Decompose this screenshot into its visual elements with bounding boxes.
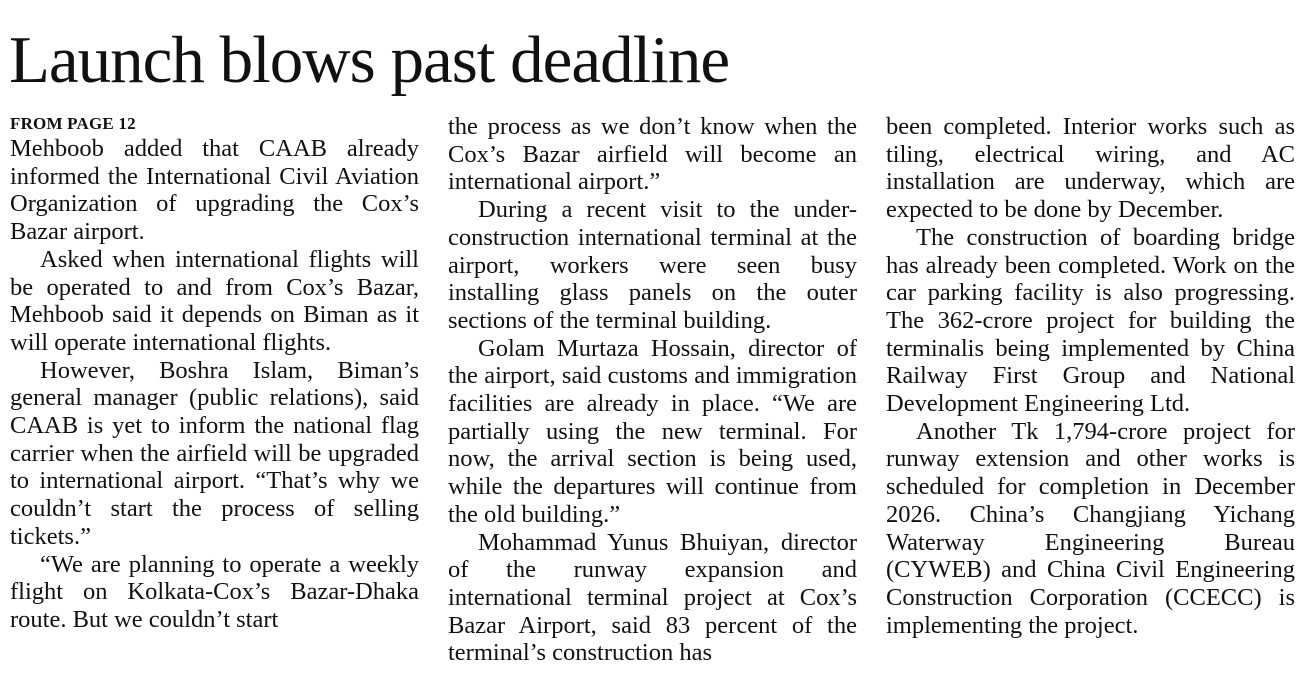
paragraph: been completed. Interior works such as tiling, electrical wiring, and AC installation are underway, which are expected to be done by December. xyxy=(886,113,1295,224)
article-column-1 xyxy=(10,113,419,634)
paragraph: Another Tk 1,794-crore project for runway extension and other works is scheduled for completion in December 2026. China’s Changjiang Yichang Waterway Engineering Bureau (CYWEB) and China Civil Engineering Construction Corporation (CCECC) is implementing the project. xyxy=(886,417,1295,639)
paragraph: Mohammad Yunus Bhuiyan, director of the runway expansion and international terminal project at Cox’s Bazar Airport, said 83 percent of the terminal’s construction has xyxy=(448,528,857,667)
article-column-3 xyxy=(886,113,1295,639)
continued-from-kicker: FROM PAGE 12 xyxy=(10,114,136,133)
headline: Launch blows past deadline xyxy=(9,23,730,97)
paragraph: Mehboob added that CAAB already informed the International Civil Aviation Organization of upgrading the Cox’s Bazar airport. xyxy=(10,135,419,246)
paragraph: The construction of boarding bridge has already been completed. Work on the car parking facility is also progressing. The 362-crore project for building the terminalis being implemented by China Railway First Group and National Development Engineering Ltd. xyxy=(886,223,1295,418)
paragraph: During a recent visit to the under-construction international terminal at the airport, workers were seen busy installing glass panels on the outer sections of the terminal building. xyxy=(448,196,857,334)
paragraph: Asked when international flights will be operated to and from Cox’s Bazar, Mehboob said it depends on Biman as it will operate international flights. xyxy=(10,245,419,356)
article-column-2 xyxy=(448,113,857,667)
paragraph: the process as we don’t know when the Cox’s Bazar airfield will become an international airport.” xyxy=(448,113,857,196)
paragraph: Golam Murtaza Hossain, director of the airport, said customs and immigration facilities are already in place. “We are partially using the new terminal. For now, the arrival section is being used, while the departures will continue from the old building.” xyxy=(448,334,857,528)
paragraph: “We are planning to operate a weekly flight on Kolkata-Cox’s Bazar-Dhaka route. But we couldn’t start xyxy=(10,550,419,633)
paragraph: However, Boshra Islam, Biman’s general manager (public relations), said CAAB is yet to inform the national flag carrier when the airfield will be upgraded to international airport. “That’s why we couldn’t start the process of selling tickets.” xyxy=(10,356,419,550)
